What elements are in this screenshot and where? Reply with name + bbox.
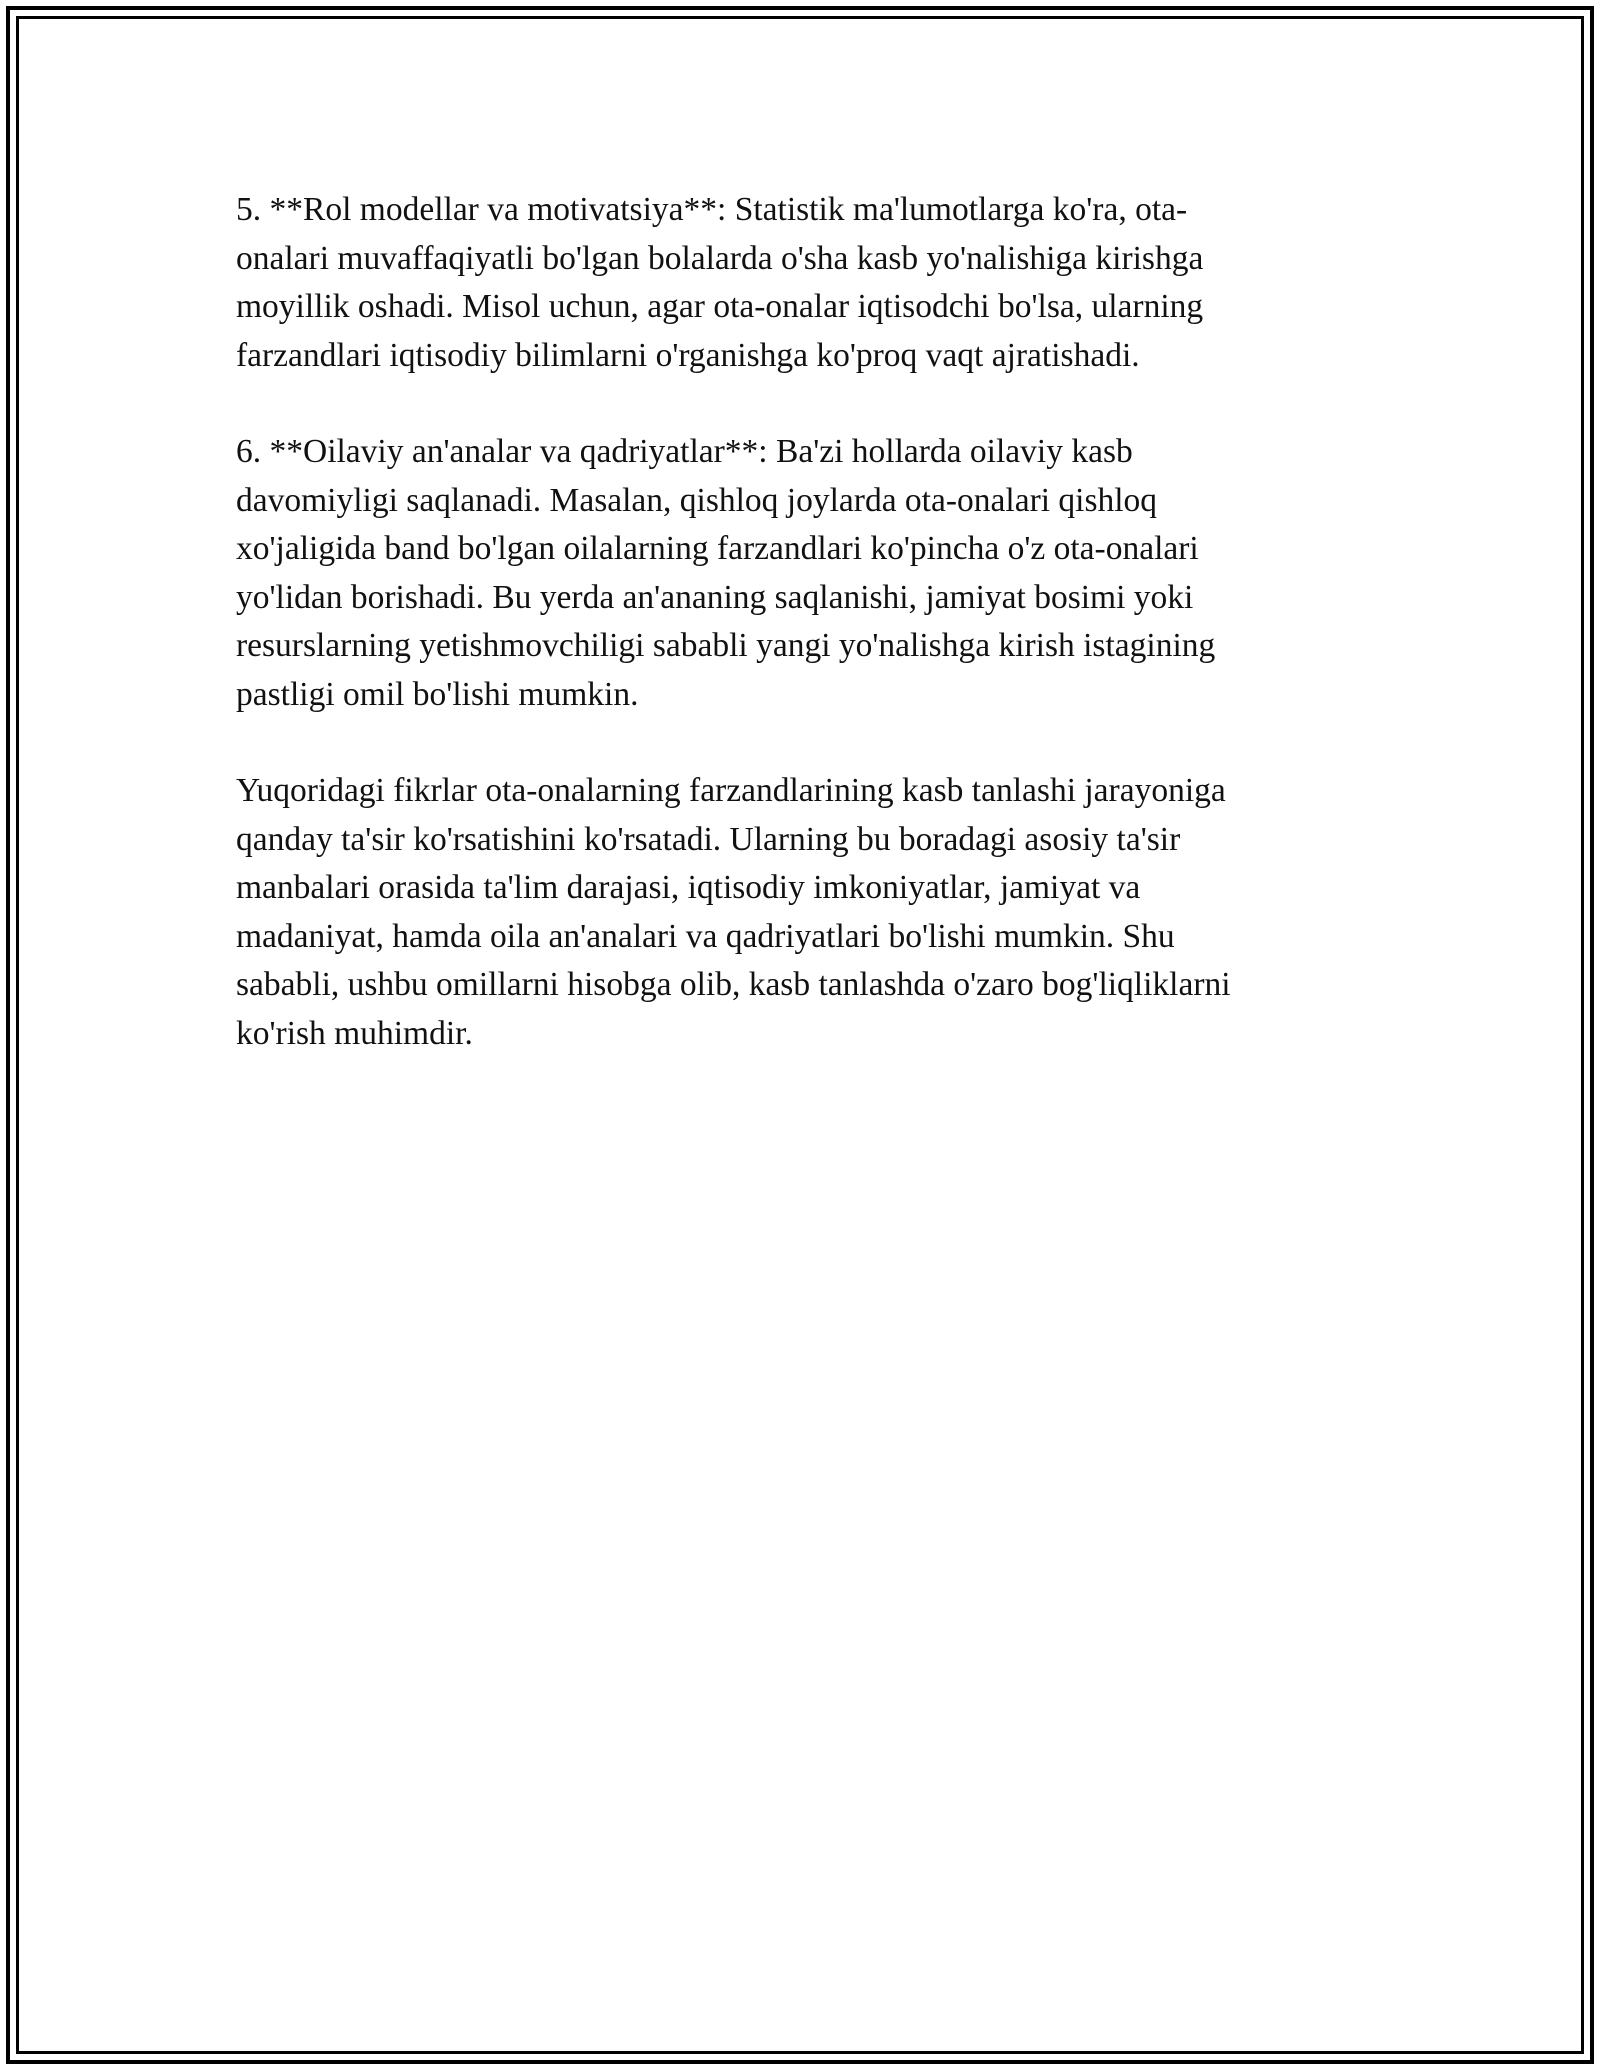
text-line: manbalari orasida ta'lim darajasi, iqtisodiy imkoniyatlar, jamiyat va [236,869,1141,906]
paragraph-conclusion [236,767,1366,1058]
text-line: 6. **Oilaviy an'analar va qadriyatlar**: Ba'zi hollarda oilaviy kasb [236,433,1133,470]
text-line: ko'rish muhimdir. [236,1014,473,1052]
text-line: sababli, ushbu omillarni hisobga olib, kasb tanlashda o'zaro bog'liqliklarni [236,966,1231,1003]
text-line: davomiyligi saqlanadi. Masalan, qishloq joylarda ota-onalari qishloq [236,481,1158,519]
text-line: xo'jaligida band bo'lgan oilalarning farzandlari ko'pincha o'z ota-onalari [236,530,1199,567]
text-line: 5. **Rol modellar va motivatsiya**: Statistik ma'lumotlarga ko'ra, ota- [236,191,1188,228]
document-body [236,186,1366,1058]
text-line: resurslarning yetishmovchiligi sababli yangi yo'nalishga kirish istagining [236,627,1216,664]
paragraph-family-traditions [236,428,1366,719]
text-line: Yuqoridagi fikrlar ota-onalarning farzandlarining kasb tanlashi jarayoniga [236,772,1226,809]
paragraph-role-models [236,186,1366,380]
text-line: yo'lidan borishadi. Bu yerda an'ananing saqlanishi, jamiyat bosimi yoki [236,578,1194,616]
text-line: onalari muvaffaqiyatli bo'lgan bolalarda o'sha kasb yo'nalishiga kirishga [236,239,1204,277]
text-line: farzandlari iqtisodiy bilimlarni o'rganishga ko'proq vaqt ajratishadi. [236,336,1140,374]
text-line: pastligi omil bo'lishi mumkin. [236,675,639,713]
text-line: moyillik oshadi. Misol uchun, agar ota-onalar iqtisodchi bo'lsa, ularning [236,288,1204,325]
text-line: madaniyat, hamda oila an'analari va qadriyatlari bo'lishi mumkin. Shu [236,917,1175,955]
text-line: qanday ta'sir ko'rsatishini ko'rsatadi. Ularning bu boradagi asosiy ta'sir [236,820,1181,858]
